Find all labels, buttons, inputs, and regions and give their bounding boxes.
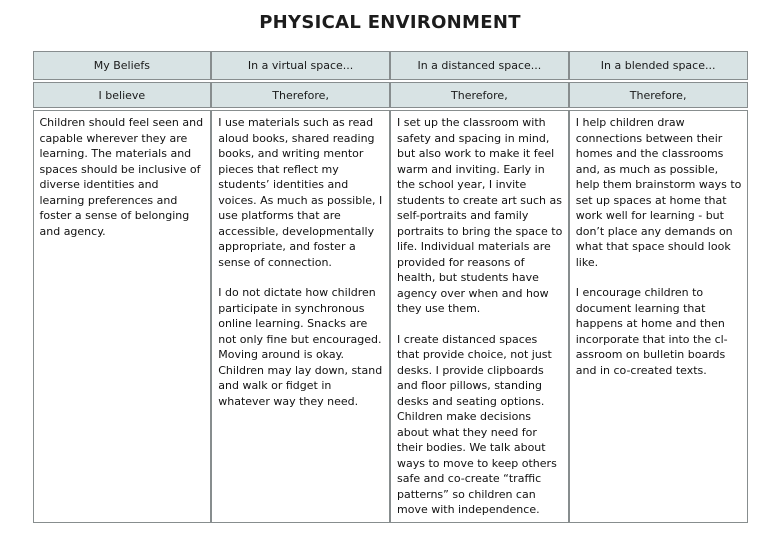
body-cell-distanced-space	[390, 110, 569, 523]
subheader-cell-therefore-blended: Therefore,	[569, 82, 748, 108]
header-cell-my-beliefs: My Beliefs	[33, 51, 212, 80]
header-cell-blended-space: In a blended space...	[569, 51, 748, 80]
distanced-paragraph: I set up the classroom with safety and spacing in mind, but also work to make it feel warm and inviting. Early in the school year, I invite students to create art such as self-portraits and family portraits to bring the space to life. Individual materials are provided for reasons of health, but students have agency over when and how they use them.	[397, 116, 563, 315]
header-cell-distanced-space: In a distanced space...	[390, 51, 569, 80]
subheader-cell-therefore-distanced: Therefore,	[390, 82, 569, 108]
body-cell-blended-space	[569, 110, 748, 523]
subheader-cell-therefore-virtual: Therefore,	[211, 82, 390, 108]
virtual-paragraph: I do not dictate how children participate in synchronous online learning. Snacks are not only fine but encouraged. Moving around is okay. Children may lay down, stand and walk or fidget in whatever way they need.	[218, 286, 383, 408]
distanced-paragraph: I create distanced spaces that provide choice, not just desks. I provide clipboards and floor pillows, standing desks and seating options. Children make decisions about what they need for their bodies. We talk about ways to move to keep others safe and co-create “traffic patterns” so children can move with independence.	[397, 332, 557, 516]
body-cell-virtual-space	[211, 110, 390, 523]
subheader-cell-i-believe: I believe	[33, 82, 212, 108]
page-title: PHYSICAL ENVIRONMENT	[259, 12, 521, 33]
body-cell-my-beliefs	[33, 110, 212, 523]
body-row	[33, 110, 748, 523]
header-cell-virtual-space: In a virtual space...	[211, 51, 390, 80]
virtual-paragraph: I use materials such as read aloud books, shared reading books, and writing mentor pieces that reflect my students’ identities and voices. As much as possible, I use platforms that are accessible, developmentally appropriate, and foster a sense of connection.	[218, 116, 383, 269]
subheader-row	[33, 82, 748, 108]
blended-paragraph: I encourage children to document learning that happens at home and then incorporate that into the cl-assroom on bulletin boards and in co-created texts.	[575, 286, 728, 377]
blended-paragraph: I help children draw connections between their homes and the classrooms and, as much as possible, help them brainstorm ways to set up spaces at home that work well for learning - but don’t place any demands on what that space should look like.	[575, 116, 742, 269]
header-row	[33, 51, 748, 80]
physical-environment-table	[33, 49, 748, 525]
beliefs-paragraph: Children should feel seen and capable wherever they are learning. The materials and spaces should be inclusive of diverse identities and learning preferences and foster a sense of belonging and agency.	[39, 116, 204, 238]
